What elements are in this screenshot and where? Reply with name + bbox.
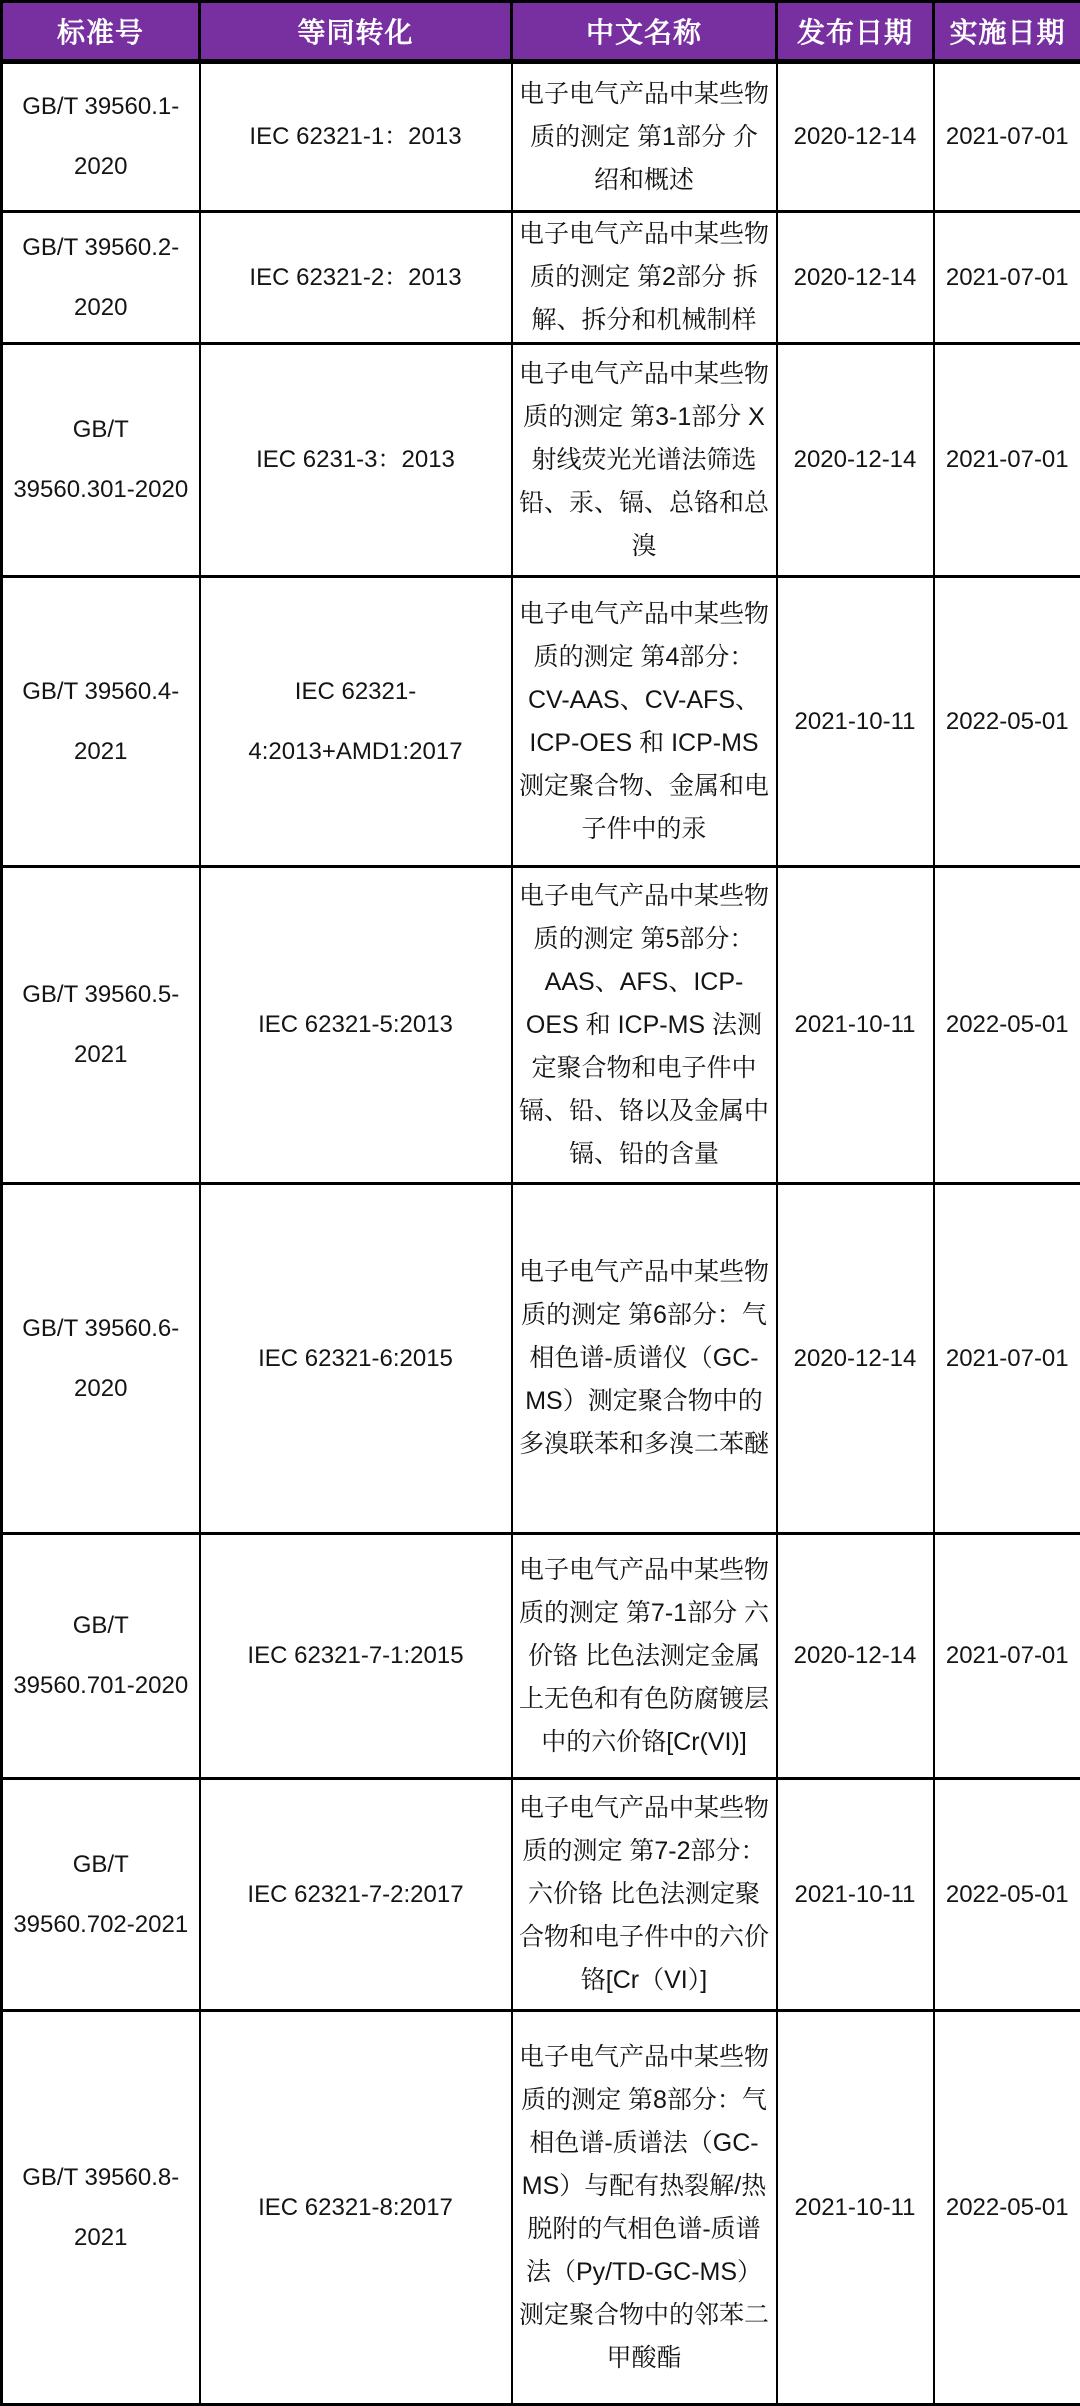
cell-publish-date: 2020-12-14 [777,62,934,212]
table-row [2,212,1080,344]
table-row [2,1534,1080,1779]
cell-standard-number: GB/T 39560.6-2020 [2,1184,200,1534]
cell-publish-date: 2021-10-11 [777,577,934,867]
cell-standard-number: GB/T 39560.301-2020 [2,344,200,577]
table-row [2,2011,1080,2405]
cell-chinese-name: 电子电气产品中某些物质的测定 第1部分 介绍和概述 [512,62,777,212]
column-header-equivalent-conversion: 等同转化 [200,2,512,62]
cell-chinese-name: 电子电气产品中某些物质的测定 第8部分：气相色谱-质谱法（GC-MS）与配有热裂解/热脱附的气相色谱-质谱法（Py/TD-GC-MS）测定聚合物中的邻苯二甲酸酯 [512,2011,777,2405]
cell-chinese-name: 电子电气产品中某些物质的测定 第4部分：CV-AAS、CV-AFS、ICP-OES 和 ICP-MS 测定聚合物、金属和电子件中的汞 [512,577,777,867]
cell-equivalent: IEC 62321-1：2013 [200,62,512,212]
cell-standard-number: GB/T 39560.5-2021 [2,867,200,1184]
cell-chinese-name: 电子电气产品中某些物质的测定 第6部分：气相色谱-质谱仪（GC-MS）测定聚合物中的多溴联苯和多溴二苯醚 [512,1184,777,1534]
cell-equivalent: IEC 62321-8:2017 [200,2011,512,2405]
cell-implement-date: 2021-07-01 [934,62,1080,212]
cell-chinese-name: 电子电气产品中某些物质的测定 第2部分 拆解、拆分和机械制样 [512,212,777,344]
table-row [2,344,1080,577]
table-row [2,1779,1080,2011]
cell-publish-date: 2020-12-14 [777,212,934,344]
cell-publish-date: 2020-12-14 [777,1534,934,1779]
cell-implement-date: 2022-05-01 [934,1779,1080,2011]
table-row [2,1184,1080,1534]
cell-chinese-name: 电子电气产品中某些物质的测定 第3-1部分 X射线荧光光谱法筛选铅、汞、镉、总铬和总溴 [512,344,777,577]
cell-chinese-name: 电子电气产品中某些物质的测定 第5部分：AAS、AFS、ICP-OES 和 ICP-MS 法测定聚合物和电子件中镉、铅、铬以及金属中镉、铅的含量 [512,867,777,1184]
cell-equivalent: IEC 6231-3：2013 [200,344,512,577]
table-row [2,867,1080,1184]
cell-implement-date: 2022-05-01 [934,577,1080,867]
cell-implement-date: 2022-05-01 [934,2011,1080,2405]
column-header-chinese-name: 中文名称 [512,2,777,62]
cell-implement-date: 2021-07-01 [934,1534,1080,1779]
table-row [2,62,1080,212]
cell-implement-date: 2021-07-01 [934,212,1080,344]
cell-publish-date: 2021-10-11 [777,1779,934,2011]
cell-equivalent: IEC 62321-5:2013 [200,867,512,1184]
cell-publish-date: 2020-12-14 [777,344,934,577]
table-row [2,577,1080,867]
cell-equivalent: IEC 62321-6:2015 [200,1184,512,1534]
table-header-row [2,2,1080,62]
column-header-implement-date: 实施日期 [934,2,1080,62]
cell-publish-date: 2021-10-11 [777,2011,934,2405]
column-header-standard-number: 标准号 [2,2,200,62]
cell-equivalent: IEC 62321-4:2013+AMD1:2017 [200,577,512,867]
cell-implement-date: 2021-07-01 [934,1184,1080,1534]
cell-standard-number: GB/T 39560.2-2020 [2,212,200,344]
cell-standard-number: GB/T 39560.701-2020 [2,1534,200,1779]
cell-implement-date: 2022-05-01 [934,867,1080,1184]
cell-equivalent: IEC 62321-2：2013 [200,212,512,344]
cell-chinese-name: 电子电气产品中某些物质的测定 第7-1部分 六价铬 比色法测定金属上无色和有色防腐镀层中的六价铬[Cr(VI)] [512,1534,777,1779]
cell-publish-date: 2021-10-11 [777,867,934,1184]
cell-standard-number: GB/T 39560.1-2020 [2,62,200,212]
cell-equivalent: IEC 62321-7-2:2017 [200,1779,512,2011]
column-header-publish-date: 发布日期 [777,2,934,62]
cell-chinese-name: 电子电气产品中某些物质的测定 第7-2部分：六价铬 比色法测定聚合物和电子件中的六价铬[Cr（VI）] [512,1779,777,2011]
cell-standard-number: GB/T 39560.4-2021 [2,577,200,867]
cell-standard-number: GB/T 39560.8-2021 [2,2011,200,2405]
cell-implement-date: 2021-07-01 [934,344,1080,577]
cell-equivalent: IEC 62321-7-1:2015 [200,1534,512,1779]
cell-publish-date: 2020-12-14 [777,1184,934,1534]
cell-standard-number: GB/T 39560.702-2021 [2,1779,200,2011]
